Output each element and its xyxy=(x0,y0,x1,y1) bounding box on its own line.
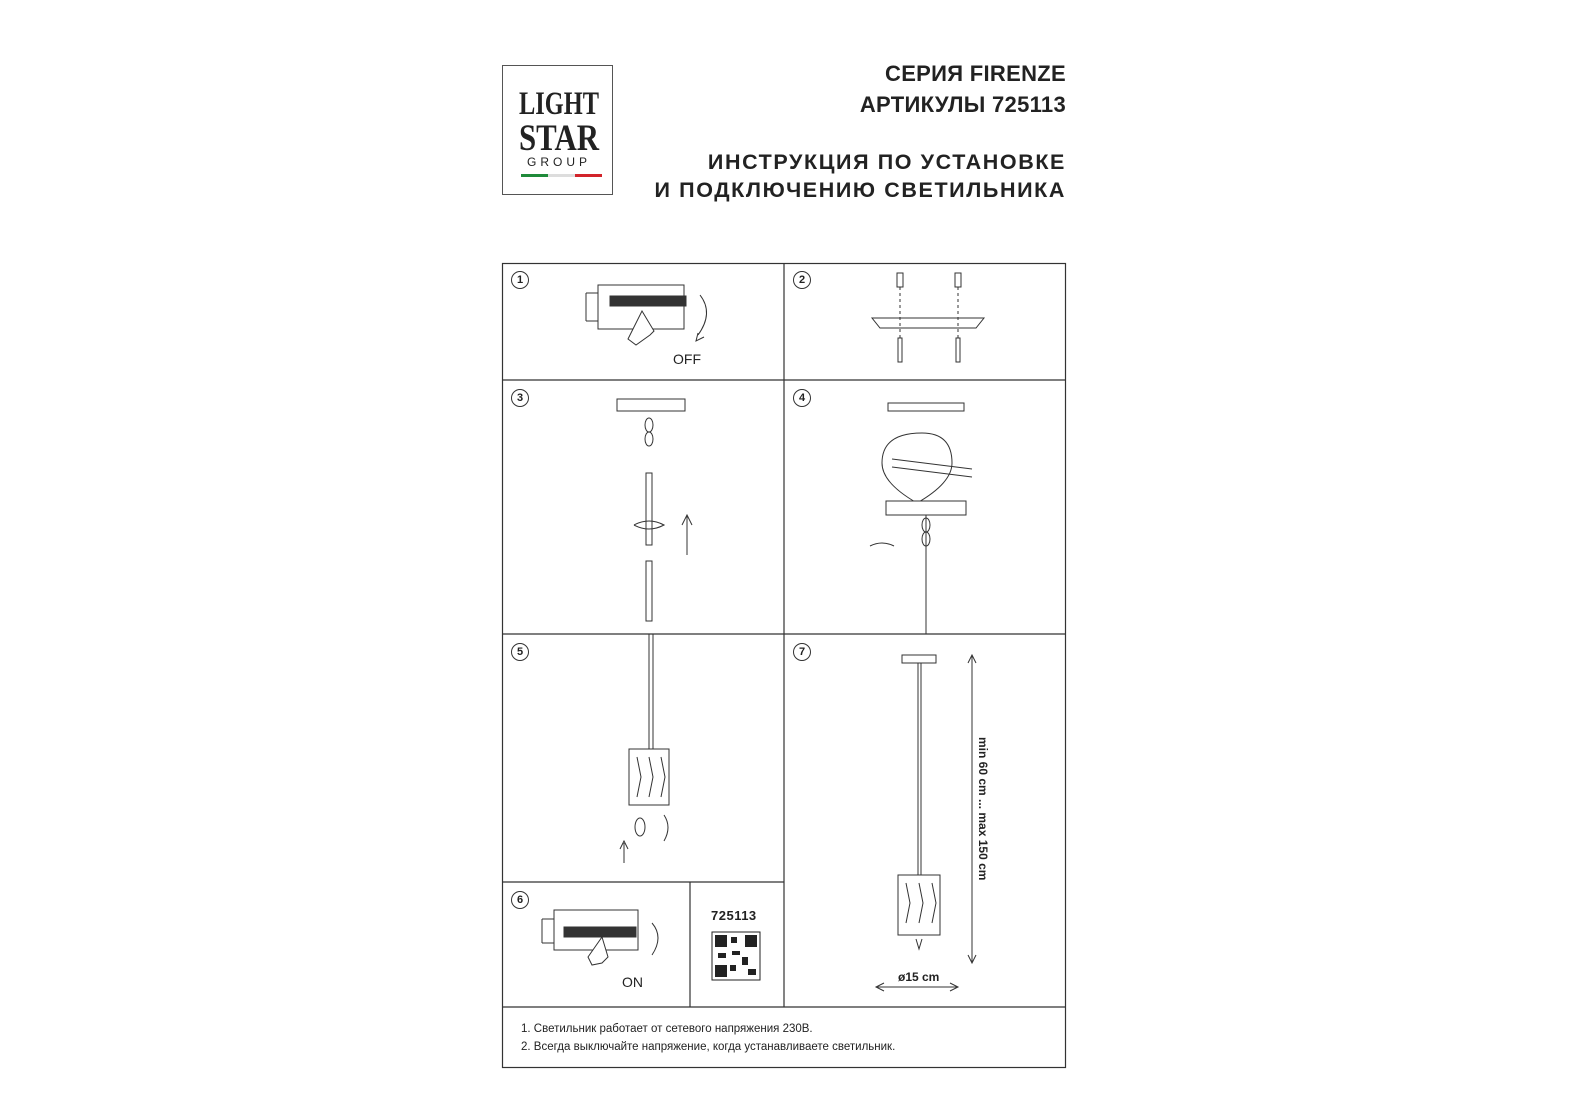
rod-assembly-illustration xyxy=(617,399,692,621)
off-label: OFF xyxy=(673,351,701,367)
notes xyxy=(521,1020,895,1056)
instruction-title xyxy=(655,148,1066,204)
logo-line3: GROUP xyxy=(526,155,592,169)
brand-logo xyxy=(502,65,613,195)
wiring-detail-illustration xyxy=(870,403,972,634)
series-title: СЕРИЯ FIRENZE xyxy=(885,61,1066,86)
step-2-badge: 2 xyxy=(793,271,811,289)
logo-line2: STAR xyxy=(519,118,601,159)
note-2: 2. Всегда выключайте напряжение, когда устанавливаете светильник. xyxy=(521,1041,896,1053)
instruction-sheet xyxy=(502,263,1066,1068)
diameter-dimension: ø15 cm xyxy=(898,970,940,984)
sheet-drawing xyxy=(502,263,1066,1068)
mounting-bracket-illustration xyxy=(872,273,984,362)
step-4-badge: 4 xyxy=(793,389,811,407)
breaker-off-illustration xyxy=(586,285,707,345)
step-5-badge: 5 xyxy=(511,643,529,661)
title-line2: И ПОДКЛЮЧЕНИЮ СВЕТИЛЬНИКА xyxy=(654,178,1066,202)
lamp-body-illustration xyxy=(620,634,669,863)
title-line1: ИНСТРУКЦИЯ ПО УСТАНОВКЕ xyxy=(707,150,1066,174)
step-1-badge: 1 xyxy=(511,271,529,289)
step-3-badge: 3 xyxy=(511,389,529,407)
logo-line1: LIGHT xyxy=(519,86,599,122)
qr-code xyxy=(712,932,760,980)
full-lamp-illustration xyxy=(876,655,976,991)
step-7-badge: 7 xyxy=(793,643,811,661)
step-6-badge: 6 xyxy=(511,891,529,909)
on-label: ON xyxy=(622,974,643,990)
flag-red xyxy=(575,174,602,177)
note-1: 1. Светильник работает от сетевого напряжения 230В. xyxy=(521,1023,813,1035)
product-code: 725113 xyxy=(711,908,757,923)
height-dimension: min 60 cm ... max 150 cm xyxy=(976,737,990,881)
breaker-on-illustration xyxy=(542,910,658,965)
article-number: АРТИКУЛЫ 725113 xyxy=(859,92,1066,117)
flag-green xyxy=(521,174,548,177)
flag-white xyxy=(548,174,575,177)
